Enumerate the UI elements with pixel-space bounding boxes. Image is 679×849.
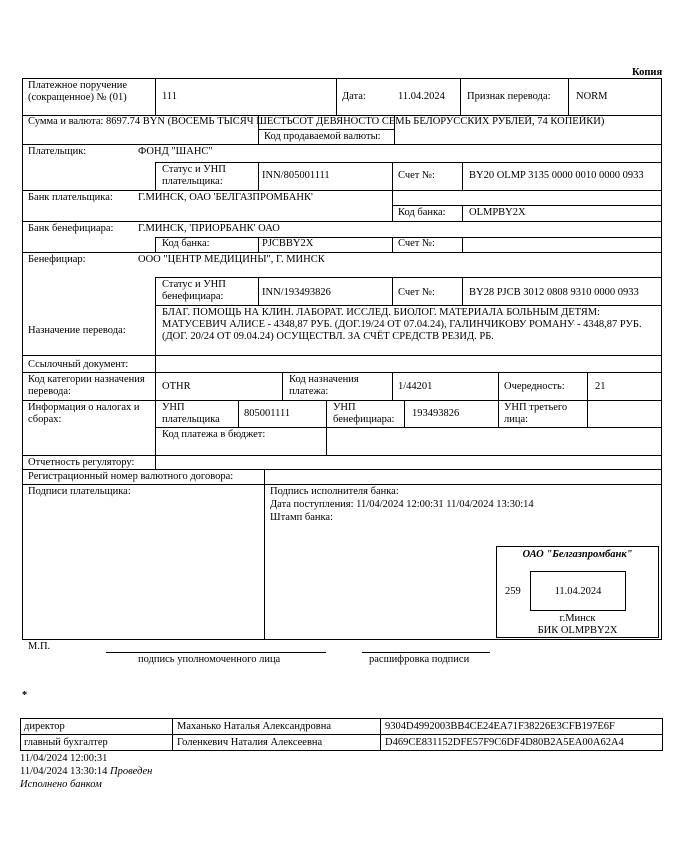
authorized-signature-caption: подпись уполномоченного лица (138, 654, 281, 665)
order-title: Платежное поручение (сокращенное) № (01) (28, 80, 128, 104)
category-label: Код категории назначения перевода: (28, 374, 145, 398)
unp-payer: 805001111 (244, 408, 291, 419)
stamp-date: 11.04.2024 (554, 586, 602, 597)
table-rule (22, 372, 662, 373)
amount-line: Сумма и валюта: 8697.74 BYN (ВОСЕМЬ ТЫСЯЧ ШЕСТЬСОТ ДЕВЯНОСТО СЕМЬ БЕЛОРУССКИХ РУБЛЕЙ, 74 КОПЕЙКИ) (28, 116, 605, 127)
unp-beneficiary-label: УНП бенефициара: (333, 402, 395, 426)
priority-label: Очередность: (504, 381, 565, 392)
table-rule (392, 372, 393, 400)
mp-label: М.П. (28, 641, 51, 652)
unp-third-label: УНП третьего лица: (504, 402, 568, 426)
table-rule (155, 162, 156, 190)
table-rule (404, 400, 405, 427)
executor-signature-label: Подпись исполнителя банка: (270, 486, 399, 497)
table-rule (568, 78, 569, 115)
regulator-label: Отчетность регулятору: (28, 457, 135, 468)
table-rule (155, 305, 156, 400)
signature-decode-caption: расшифровка подписи (369, 654, 470, 665)
table-rule (462, 237, 463, 252)
table-rule (155, 277, 662, 278)
signer-name: Маханько Наталья Александровна (177, 721, 332, 732)
table-rule (22, 252, 662, 253)
payer-status: INN/805001111 (262, 170, 330, 181)
payer-bank-code-label: Код банка: (398, 207, 446, 218)
taxes-label: Информация о налогах и сборах: (28, 402, 140, 426)
table-rule (392, 277, 393, 305)
signature-decode-line (362, 652, 490, 653)
authorized-signature-line (106, 652, 326, 653)
table-rule (172, 718, 173, 751)
stamp-city: г.Минск (559, 613, 596, 624)
payer-signatures-label: Подписи плательщика: (28, 486, 131, 497)
table-rule (22, 469, 662, 470)
beneficiary-bank-account-label: Счет №: (398, 238, 435, 249)
table-rule (22, 221, 662, 222)
table-rule (587, 372, 588, 400)
beneficiary-status-label: Статус и УНП бенефициара: (162, 279, 226, 303)
table-rule (336, 78, 337, 115)
stamp-bic: БИК OLMPBY2X (537, 625, 618, 636)
signer-role: директор (24, 721, 65, 732)
payer-bank-label: Банк плательщика: (28, 192, 113, 203)
table-rule (20, 734, 663, 735)
status-executed: Исполнено банком (20, 779, 102, 790)
table-rule (264, 469, 265, 640)
table-rule (462, 162, 463, 190)
table-rule (258, 277, 259, 305)
table-rule (258, 162, 259, 190)
beneficiary-bank-label: Банк бенефициара: (28, 223, 114, 234)
signer-hash: 9304D4992003BB4CE24EA71F38226E3CFB197E6F (385, 721, 615, 732)
payer-account-label: Счет №: (398, 170, 435, 181)
beneficiary-account: BY28 PJCB 3012 0808 9310 0000 0933 (469, 287, 639, 298)
table-rule (22, 484, 662, 485)
payer-bank-name: Г.МИНСК, ОАО 'БЕЛГАЗПРОМБАНК' (138, 192, 313, 203)
table-rule (155, 237, 156, 252)
table-rule (498, 400, 499, 427)
payer-label: Плательщик: (28, 146, 87, 157)
beneficiary-bank-code-label: Код банка: (162, 238, 210, 249)
table-rule (392, 162, 393, 190)
beneficiary-name: ООО "ЦЕНТР МЕДИЦИНЫ", Г. МИНСК (138, 254, 325, 265)
beneficiary-status: INN/193493826 (262, 287, 331, 298)
table-rule (155, 427, 662, 428)
status-line (20, 766, 152, 778)
table-rule (22, 400, 662, 401)
payer-status-label: Статус и УНП плательщика: (162, 164, 226, 188)
table-rule (155, 78, 156, 115)
order-number: 111 (162, 91, 177, 102)
status-timestamp: 11/04/2024 12:00:31 (20, 753, 108, 764)
transfer-sign-label: Признак перевода: (467, 91, 551, 102)
table-rule (155, 162, 662, 163)
table-rule (258, 237, 259, 252)
signer-name: Голенкевич Наталия Алексеевна (177, 737, 323, 748)
purpose-code-label: Код назначения платежа: (289, 374, 359, 398)
table-rule (498, 372, 499, 400)
reference-label: Ссылочный документ: (28, 359, 129, 370)
table-rule (22, 455, 662, 456)
payer-name: ФОНД "ШАНС" (138, 146, 213, 157)
table-rule (392, 205, 662, 206)
received-date: Дата поступления: 11/04/2024 12:00:31 11/04/2024 13:30:14 (270, 499, 534, 510)
unp-beneficiary: 193493826 (412, 408, 460, 419)
purpose-code: 1/44201 (398, 381, 433, 392)
budget-code-label: Код платежа в бюджет: (162, 429, 266, 440)
table-rule (22, 355, 662, 356)
table-rule (155, 455, 156, 469)
beneficiary-bank-code: PJCBBY2X (262, 238, 314, 249)
sold-currency-label: Код продаваемой валюты: (264, 131, 381, 142)
contract-label: Регистрационный номер валютного договора: (28, 471, 234, 482)
beneficiary-account-label: Счет №: (398, 287, 435, 298)
table-rule (392, 237, 393, 252)
table-rule (392, 190, 393, 221)
stamp-number: 259 (505, 586, 521, 597)
table-rule (22, 144, 662, 145)
priority: 21 (595, 381, 606, 392)
table-rule (282, 372, 283, 400)
table-rule (380, 718, 381, 751)
table-rule (258, 129, 394, 130)
table-rule (460, 78, 461, 115)
unp-payer-label: УНП плательщика (162, 402, 220, 426)
stamp-label: Штамп банка: (270, 512, 333, 523)
payer-bank-code: OLMPBY2X (469, 207, 526, 218)
category-value: OTHR (162, 381, 191, 392)
table-rule (155, 400, 156, 455)
table-rule (238, 400, 239, 427)
table-rule (155, 305, 662, 306)
copy-label: Копия (632, 67, 663, 78)
table-rule (462, 277, 463, 305)
transfer-sign: NORM (576, 91, 608, 102)
beneficiary-label: Бенефициар: (28, 254, 86, 265)
status-timestamp: 11/04/2024 13:30:14 (20, 766, 108, 777)
footnote-star: * (22, 690, 28, 701)
stamp-bank-name: ОАО "Белгазпромбанк" (522, 549, 633, 560)
table-rule (462, 205, 463, 221)
payer-account: BY20 OLMP 3135 0000 0010 0000 0933 (469, 170, 644, 181)
table-rule (326, 400, 327, 455)
purpose-text: БЛАГ. ПОМОЩЬ НА КЛИН. ЛАБОРАТ. ИССЛЕД. БИОЛОГ. МАТЕРИАЛА БОЛЬНЫМ ДЕТЯМ: МАТУСЕВИЧ АЛИСЕ - 4348,87 РУБ. (ДОГ.19/24 ОТ 07.04.24), ГАЛИНЧИКОВУ РОМАНУ - 4348,87 РУБ. (ДОГ. 20/24 ОТ 09.04.24) ОСУЩЕСТВЛ. ЗА СЧЁТ СРЕДСТВ РЕЗИД. РБ. (162, 307, 642, 343)
table-rule (587, 400, 588, 427)
status-processed: Проведен (110, 766, 153, 777)
beneficiary-bank-name: Г.МИНСК, 'ПРИОРБАНК' ОАО (138, 223, 280, 234)
signer-hash: D469CE831152DFE57F9C6DF4D80B2A5EA00A62A4 (385, 737, 624, 748)
order-date: 11.04.2024 (398, 91, 445, 102)
purpose-label: Назначение перевода: (28, 325, 126, 336)
table-rule (155, 277, 156, 305)
date-label: Дата: (342, 91, 366, 102)
signer-role: главный бухгалтер (24, 737, 108, 748)
table-rule (22, 190, 662, 191)
